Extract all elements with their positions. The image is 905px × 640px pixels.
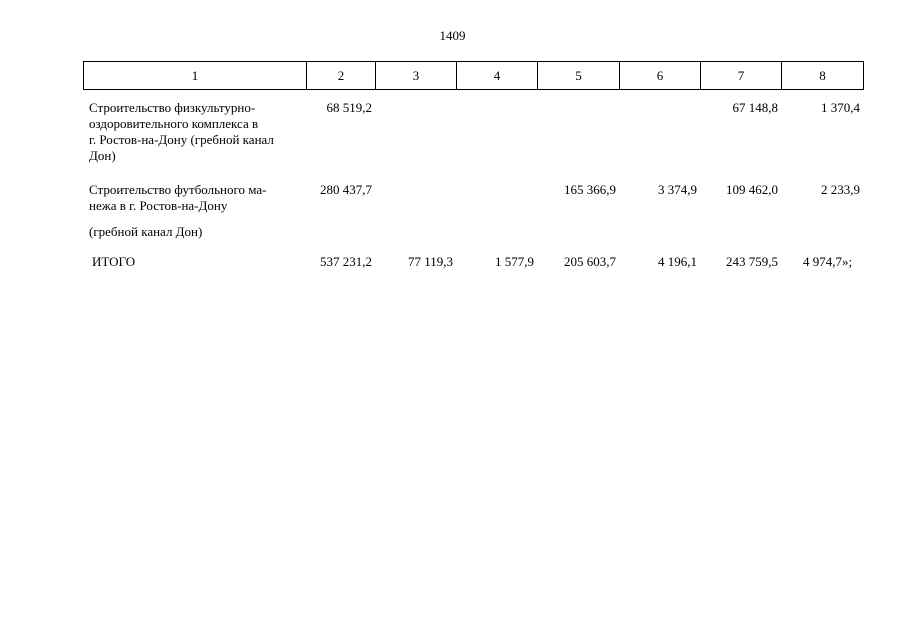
row-name-line: Строительство физкультурно- (89, 100, 256, 115)
cell-col-8: 4 974,7 (803, 254, 842, 269)
row-name-line: г. Ростов-на-Дону (гребной канал (89, 132, 274, 147)
cell-col-7: 109 462,0 (726, 182, 778, 197)
row-name-line: оздоровительного комплекса в (89, 116, 259, 131)
cell-col-3: 77 119,3 (407, 254, 453, 269)
cell-col-4 (455, 100, 536, 164)
cell-col-5: 165 366,9 (564, 182, 616, 197)
cell-col-6 (618, 100, 699, 164)
row-name-line: нежа в г. Ростов-на-Дону (89, 198, 228, 213)
table-row-total (83, 254, 862, 270)
header-col-2: 2 (306, 62, 375, 89)
cell-col-7: 243 759,5 (726, 254, 778, 269)
closing-quote: »; (842, 254, 853, 269)
cell-col-5 (536, 100, 618, 164)
header-col-8: 8 (781, 62, 863, 89)
table-row (83, 182, 862, 214)
row-name-continuation: (гребной канал Дон) (89, 224, 203, 239)
cell-col-4 (455, 182, 536, 214)
cell-col-7: 67 148,8 (732, 100, 778, 115)
table-row (83, 100, 862, 164)
row-name-line: Строительство футбольного ма- (89, 182, 267, 197)
cell-col-3 (374, 100, 455, 164)
cell-col-2: 537 231,2 (320, 254, 372, 269)
header-col-5: 5 (537, 62, 619, 89)
header-col-3: 3 (375, 62, 456, 89)
cell-col-8: 2 233,9 (821, 182, 860, 197)
cell-col-6: 3 374,9 (658, 182, 697, 197)
header-col-4: 4 (456, 62, 537, 89)
cell-col-3 (374, 182, 455, 214)
row-name (83, 182, 305, 214)
header-col-6: 6 (619, 62, 700, 89)
table-header (83, 61, 864, 90)
cell-col-6: 4 196,1 (658, 254, 697, 269)
cell-col-5: 205 603,7 (564, 254, 616, 269)
cell-col-2: 68 519,2 (326, 100, 372, 115)
page-number: 1409 (439, 28, 466, 43)
cell-col-2: 280 437,7 (320, 182, 372, 197)
cell-col-8: 1 370,4 (821, 100, 860, 115)
cell-col-4: 1 577,9 (495, 254, 534, 269)
header-col-1: 1 (191, 68, 199, 83)
total-label: ИТОГО (92, 254, 136, 269)
row-name-line: Дон) (89, 148, 116, 163)
row-name (83, 100, 305, 164)
header-col-7: 7 (700, 62, 781, 89)
